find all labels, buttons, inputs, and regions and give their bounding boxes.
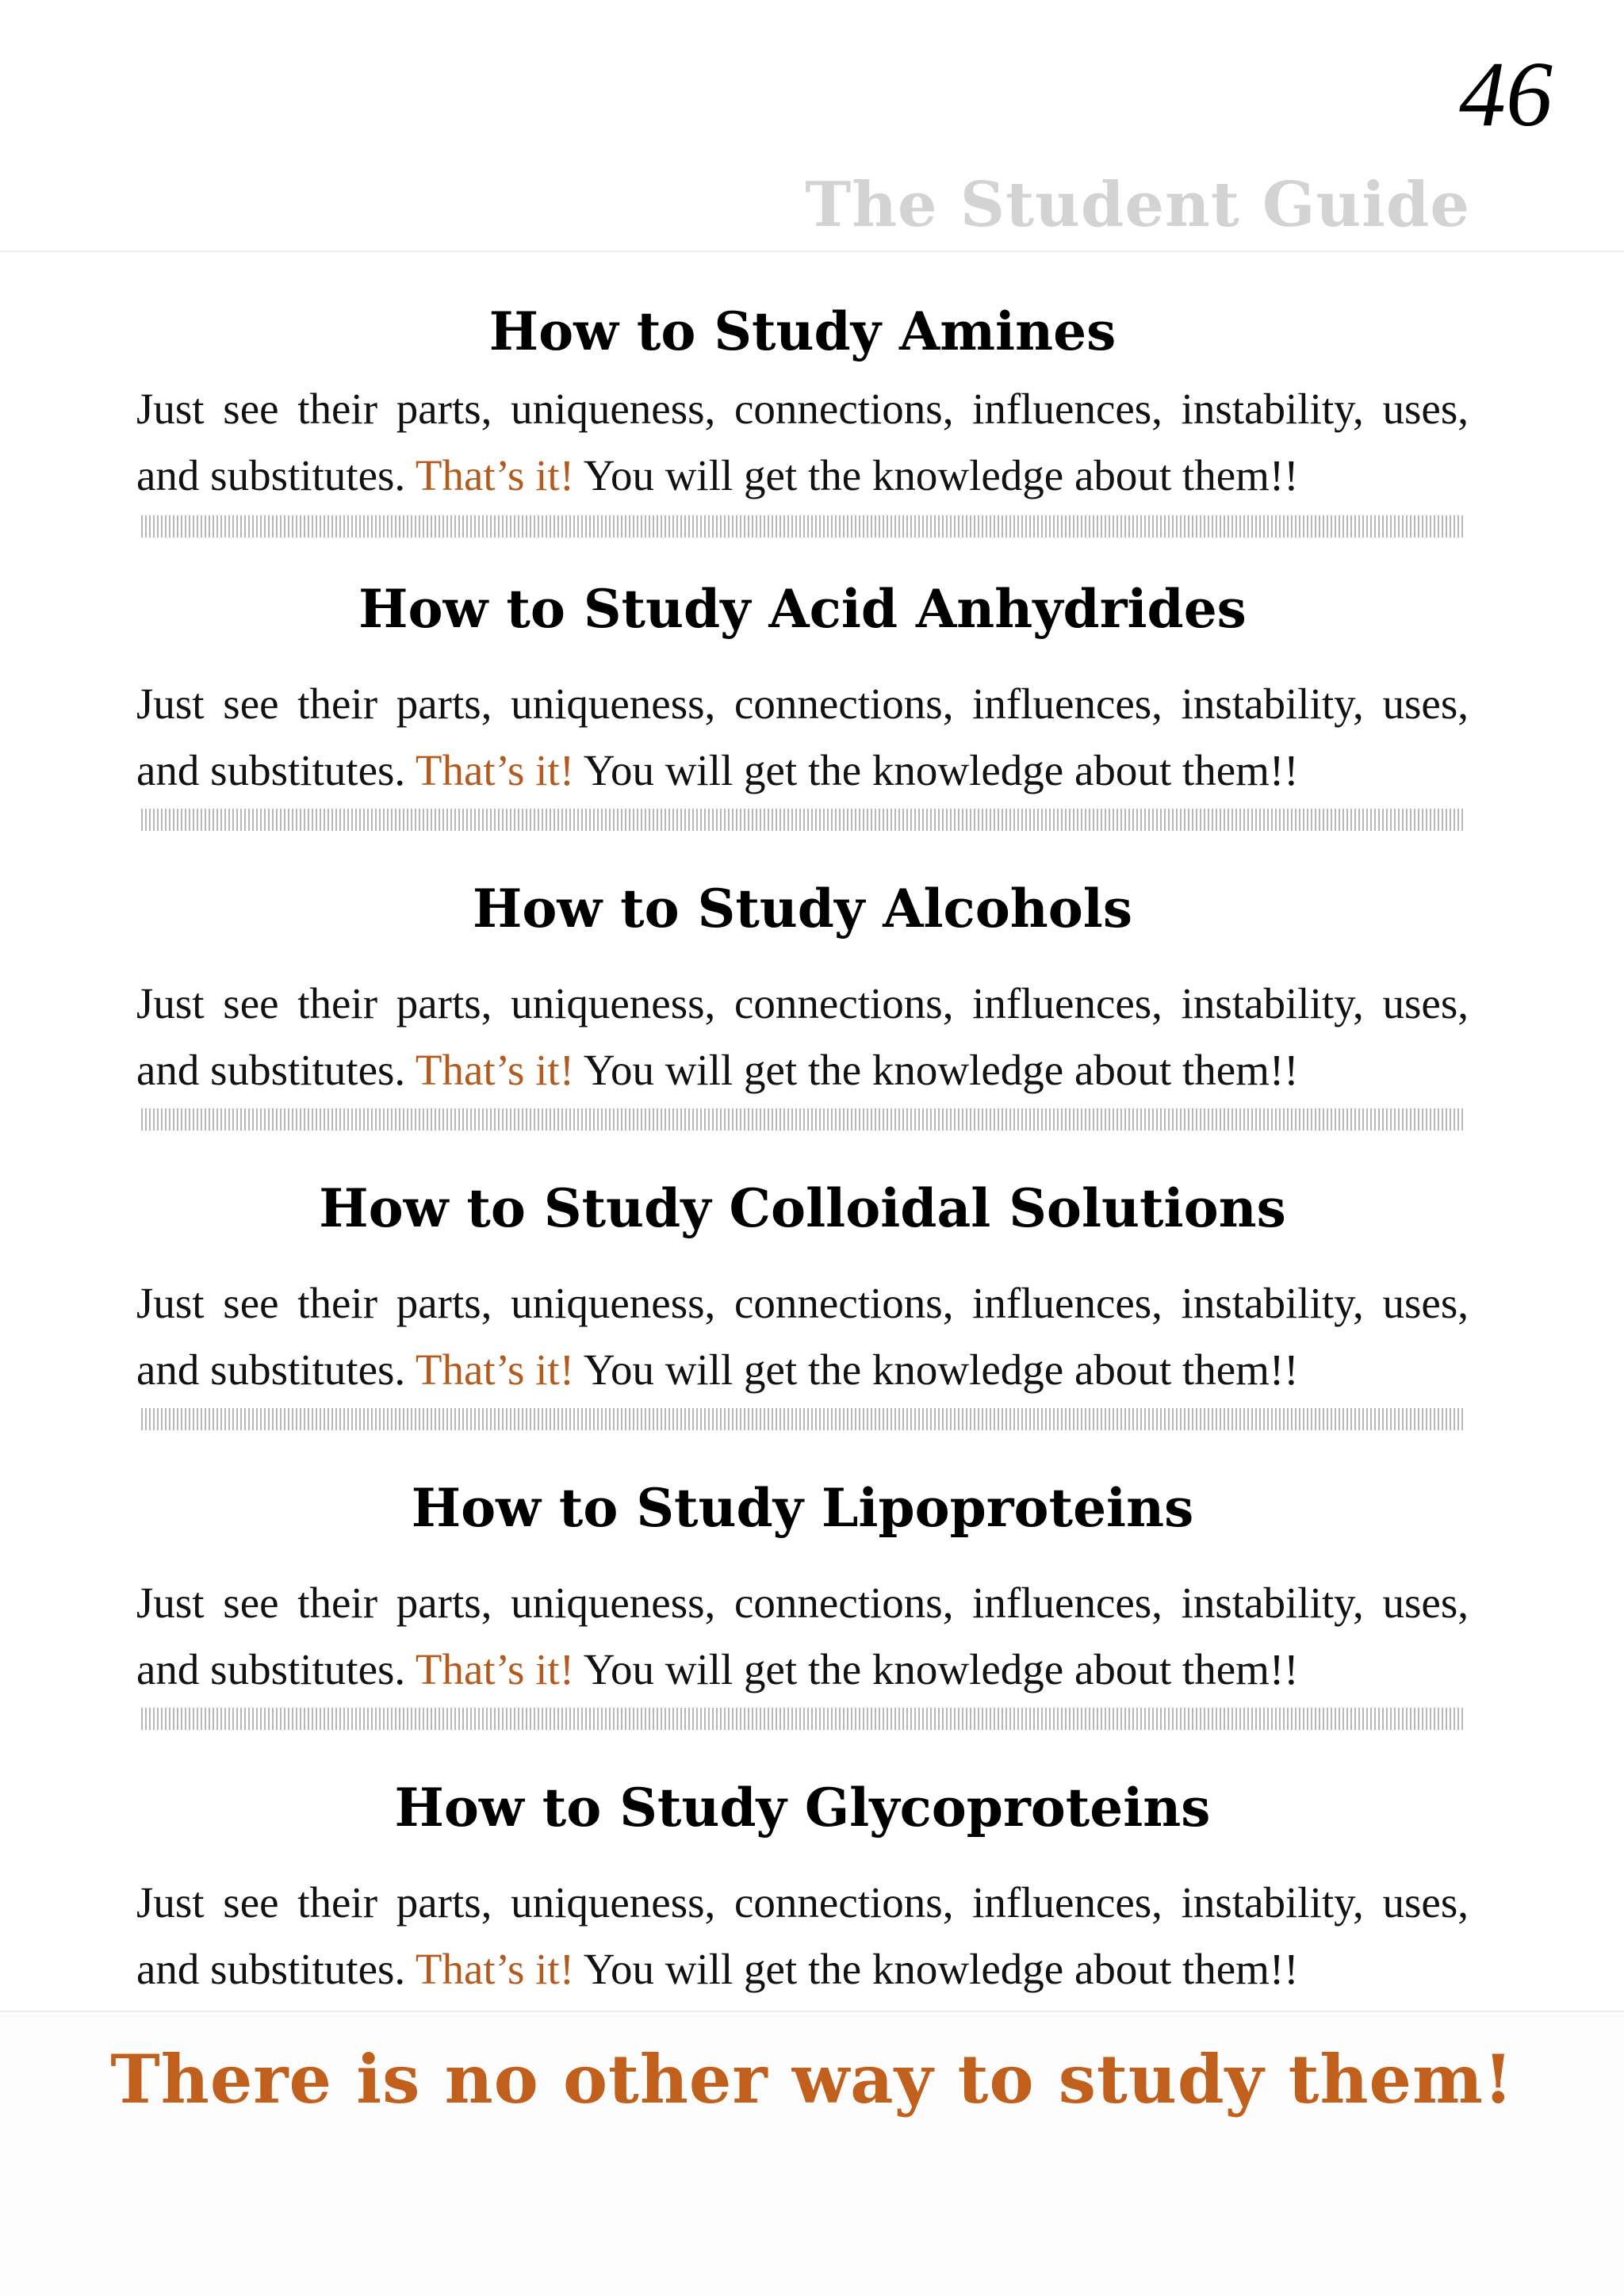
page-number: 46 <box>1459 42 1553 146</box>
content <box>136 300 1469 2076</box>
running-title: The Student Guide <box>805 169 1470 241</box>
body-lead: Just see their parts, uniqueness, connections, influences, instability, uses, and substitutes. <box>136 385 1469 499</box>
body-lead: Just see their parts, uniqueness, connections, influences, instability, uses, and substitutes. <box>136 979 1469 1094</box>
section-lipoproteins <box>136 1476 1469 1776</box>
header-rule <box>0 251 1624 252</box>
section-heading: How to Study Glycoproteins <box>394 1777 1211 1839</box>
body-lead: Just see their parts, uniqueness, connections, influences, instability, uses, and substitutes. <box>136 1279 1469 1394</box>
body-tail: You will get the knowledge about them!! <box>574 746 1299 794</box>
section-divider <box>141 515 1464 538</box>
section-heading: How to Study Acid Anhydrides <box>358 578 1247 640</box>
section-body <box>136 1270 1469 1403</box>
section-heading: How to Study Alcohols <box>473 878 1132 939</box>
section-divider <box>141 809 1464 831</box>
body-tail: You will get the knowledge about them!! <box>574 1645 1299 1693</box>
body-accent: That’s it! <box>415 451 575 499</box>
body-lead: Just see their parts, uniqueness, connections, influences, instability, uses, and substitutes. <box>136 1578 1469 1693</box>
section-acid-anhydrides <box>136 577 1469 877</box>
body-accent: That’s it! <box>415 1046 575 1094</box>
body-tail: You will get the knowledge about them!! <box>574 451 1299 499</box>
body-tail: You will get the knowledge about them!! <box>574 1046 1299 1094</box>
section-heading: How to Study Lipoproteins <box>411 1477 1194 1539</box>
section-heading: How to Study Colloidal Solutions <box>319 1177 1286 1239</box>
section-alcohols <box>136 877 1469 1177</box>
body-accent: That’s it! <box>415 1645 575 1693</box>
section-divider <box>141 1708 1464 1730</box>
body-lead: Just see their parts, uniqueness, connections, influences, instability, uses, and substitutes. <box>136 679 1469 794</box>
section-amines <box>136 300 1469 577</box>
section-body <box>136 1570 1469 1703</box>
section-body <box>136 376 1469 509</box>
footer-rule <box>0 2011 1624 2012</box>
section-divider <box>141 1108 1464 1131</box>
body-accent: That’s it! <box>415 1345 575 1394</box>
body-tail: You will get the knowledge about them!! <box>574 1945 1299 1993</box>
section-body <box>136 970 1469 1104</box>
body-tail: You will get the knowledge about them!! <box>574 1345 1299 1394</box>
section-heading: How to Study Amines <box>488 300 1116 362</box>
section-body <box>136 1869 1469 2003</box>
body-accent: That’s it! <box>415 1945 575 1993</box>
section-colloidal-solutions <box>136 1177 1469 1476</box>
body-lead: Just see their parts, uniqueness, connections, influences, instability, uses, and substitutes. <box>136 1878 1469 1993</box>
body-accent: That’s it! <box>415 746 575 794</box>
section-divider <box>141 1408 1464 1430</box>
section-body <box>136 671 1469 804</box>
closing-line: There is no other way to study them! <box>110 2040 1514 2118</box>
